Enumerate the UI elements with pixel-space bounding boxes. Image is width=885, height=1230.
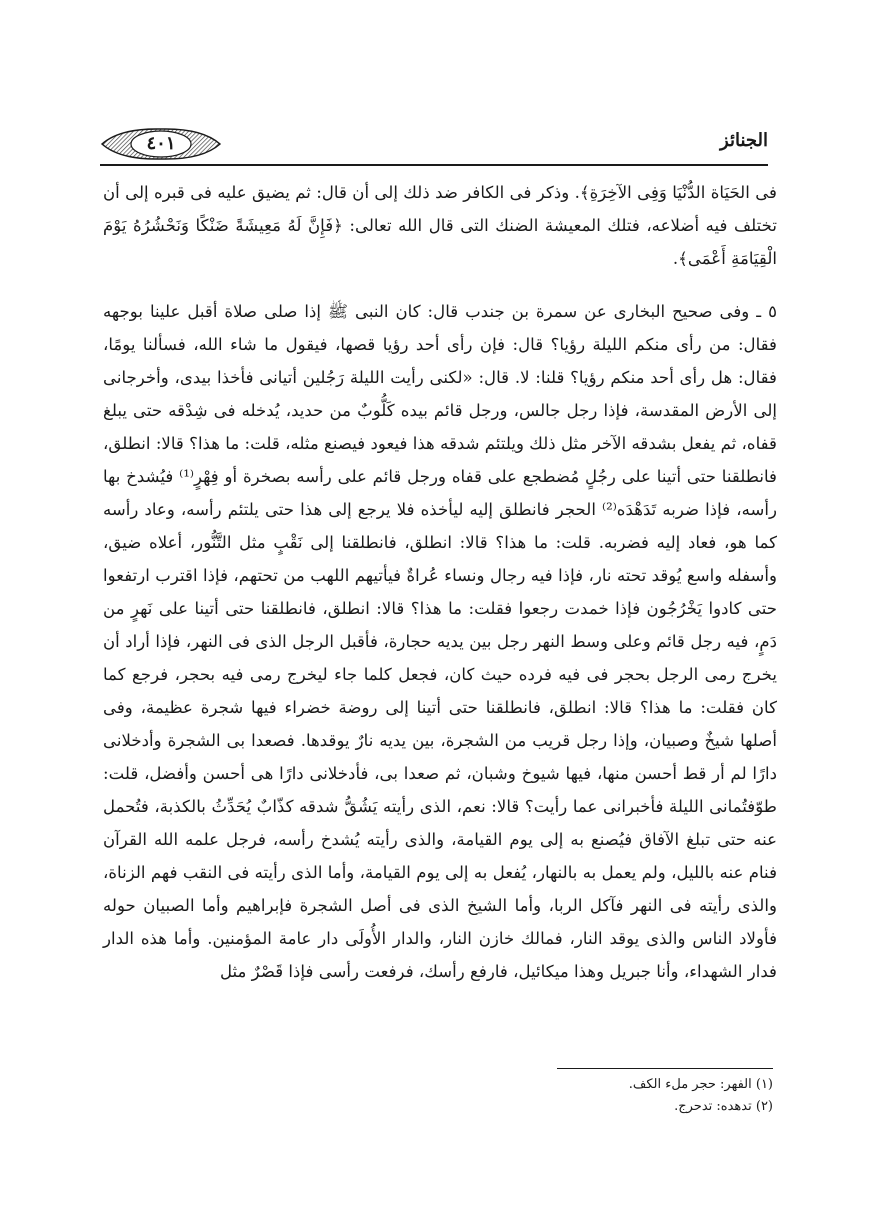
page-number-badge [100, 126, 222, 162]
page-header [100, 126, 768, 170]
main-text [103, 176, 777, 988]
footnote-divider [557, 1068, 773, 1069]
paragraph: ٥ ـ وفى صحيح البخارى عن سمرة بن جندب قال: كان النبى ﷺ إذا صلى صلاة أقبل علينا بوجهه فقال: من رأى منكم الليلة رؤيا؟ قال: فإن رأى أحد رؤيا قصها، فيقول ما شاء الله، فسألنا يومًا، فقال: هل رأى أحد منكم رؤيا؟ قلنا: لا. قال: «لكنى رأيت الليلة رَجُلين أتيانى فأخذا بيدى، وأخرجانى إلى الأرض المقدسة، فإذا رجل جالس، ورجل قائم بيده كَلُّوبٌ من حديد، يُدخله فى شِدْقه حتى يبلغ قفاه، ثم يفعل بشدقه الآخر مثل ذلك ويلتئم شدقه هذا فيعود فيصنع مثله، قلت: ما هذا؟ قالا: انطلق، فانطلقنا حتى أتينا على رجُلٍ مُضطجع على قفاه ورجل قائم على رأسه بصخرة أو فِهْرٍ⁽¹⁾ فيُشدخ بها رأسه، فإذا ضربه تَدَهْدَه⁽²⁾ الحجر فانطلق إليه ليأخذه فلا يرجع إلى هذا حتى يلتئم رأسه، وعاد رأسه كما هو، فعاد إليه فضربه. قلت: ما هذا؟ قالا: انطلق، فانطلقنا إلى نَقْبٍ مثل التَّنُّور، أعلاه ضيق، وأسفله واسع يُوقد تحته نار، فإذا فيه رجال ونساء عُراةٌ فيأتيهم اللهب من تحتهم، فإذا اقترب ارتفعوا حتى كادوا يَخْرُجُون فإذا خمدت رجعوا فقلت: ما هذا؟ قالا: انطلق، فانطلقنا حتى أتينا على نَهرٍ من دَمٍ، فيه رجل قائم وعلى وسط النهر رجل بين يديه حجارة، فأقبل الرجل الذى فى النهر، فإذا أراد أن يخرج رمى الرجل بحجر فى فيه فرده حيث كان، فجعل كلما جاء ليخرج رمى فيه بحجر، فرجع كما كان فقلت: ما هذا؟ قالا: انطلق، فانطلقنا حتى أتينا إلى روضة خضراء فيها شجرة عظيمة، وفى أصلها شيخٌ وصبيان، وإذا رجل قريب من الشجرة، بين يديه نارٌ يوقدها. فصعدا بى الشجرة وأدخلانى دارًا لم أر قط أحسن منها، فيها شيوخ وشبان، ثم صعدا بى، فأدخلانى دارًا هى أحسن وأفضل، قلت: طوّفتُمانى الليلة فأخبرانى عما رأيت؟ قالا: نعم، الذى رأيته يَشُقُّ شدقه كذّابٌ يُحَدِّثُ بالكذبة، فتُحمل عنه حتى تبلغ الآفاق فيُصنع به إلى يوم القيامة، والذى رأيته يُشدخ رأسه، فرجل علمه الله القرآن فنام عنه بالليل، ولم يعمل به بالنهار، يُفعل به إلى يوم القيامة، وأما الذى رأيته فى النقب فهم الزناة، والذى رأيته فى النهر فآكل الربا، وأما الشيخ الذى فى أصل الشجرة فإبراهيم وأما الصبيان حوله فأولاد الناس والذى يوقد النار، فمالك خازن النار، والدار الأُولَى دار عامة المؤمنين. وأما هذه الدار فدار الشهداء، وأنا جبريل وهذا ميكائيل، فارفع رأسك، فرفعت رأسى فإذا قَصْرٌ مثل [103, 302, 777, 981]
paragraph-gap [103, 275, 777, 295]
page-number: ٤٠١ [146, 133, 176, 154]
header-divider [100, 164, 768, 166]
paragraph: فى الحَيَاة الدُّنْيَا وَفِى الآخِرَةِ﴾. وذكر فى الكافر ضد ذلك إلى أن قال: ثم يضيق عليه فى قبره إلى أن تختلف فيه أضلاعه، فتلك المعيشة الضنك التى قال الله تعالى: ﴿فَإِنَّ لَهُ مَعِيشَةً ضَنْكًا وَنَحْشُرُهُ يَوْمَ الْقِيَامَةِ أَعْمَى﴾. [103, 183, 777, 268]
footnote: (١) الفهر: حجر ملء الكف. [628, 1077, 773, 1092]
chapter-title: الجنائز [720, 130, 768, 151]
footnotes [173, 1074, 773, 1118]
footnote: (٢) تدهده: تدحرج. [674, 1099, 773, 1114]
